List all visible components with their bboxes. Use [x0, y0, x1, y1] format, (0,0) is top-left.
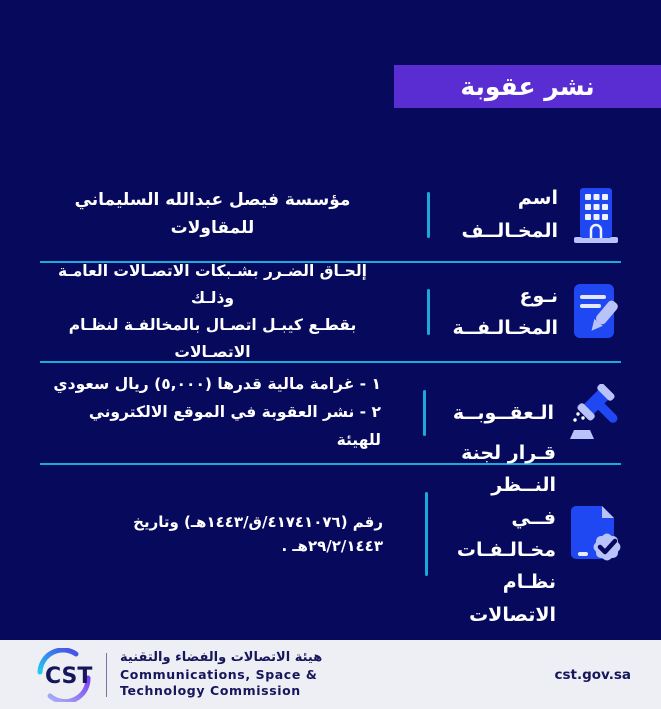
org-name-arabic: هيئة الاتصالات والفضاء والتقنية: [120, 649, 323, 665]
content-line: للمقاولات: [170, 217, 255, 238]
row-penalty: [0, 363, 661, 463]
label-accent-bar: [425, 492, 428, 576]
penalty-banner: [394, 65, 661, 108]
content-line: ٢ - نشر العقوبة في الموقع الالكتروني للهيئة: [88, 403, 381, 449]
document-gear-check-icon: [568, 504, 622, 564]
building-icon: [570, 186, 622, 244]
row-label: [436, 437, 556, 631]
gavel-icon: [566, 384, 622, 442]
label-line: قـرار لجنة النــظر: [461, 442, 556, 497]
cst-logo: [36, 648, 94, 702]
footer: [0, 640, 661, 709]
document-pencil-icon: [570, 282, 622, 342]
label-accent-bar: [427, 289, 430, 335]
row-label: اسم المخـالــف: [461, 187, 558, 242]
content-line: بقطـع كيبـل اتصـال بالمخالفـة لنظـام الاتصـالات: [68, 316, 357, 362]
penalty-details: [0, 168, 661, 626]
banner-title: نشر عقوبة: [460, 72, 595, 101]
content-line: مؤسسة فيصل عبدالله السليماني: [74, 190, 351, 211]
svg-text:CST: CST: [45, 663, 93, 689]
label-accent-bar: [427, 192, 430, 238]
decision-number-text: [40, 510, 383, 558]
content-line: إلحـاق الضـرر بشـبكات الاتصـالات العامـة وذلـك: [58, 261, 367, 307]
violator-name-text: [40, 187, 385, 241]
label-line: نظـام الاتصالات: [469, 571, 556, 626]
website-link[interactable]: cst.gov.sa: [554, 666, 631, 683]
violation-type-text: [40, 258, 385, 367]
row-label: الـعقــوبــة: [452, 401, 554, 424]
logo-divider: [106, 653, 107, 697]
organization-name: [120, 650, 322, 699]
content-line: رقم (٤١٧٤١٠٧٦/ق/١٤٤٣هـ) وتاريخ ٢٩/٢/١٤٤٣هـ .: [133, 513, 383, 555]
label-line: فــي مخـالـفـات: [456, 506, 556, 561]
org-name-english-line1: Communications, Space &: [120, 666, 318, 682]
row-violation-type: [0, 263, 661, 361]
row-violator-name: [0, 168, 661, 261]
content-line: ١ - غرامة مالية قدرها (٥,٠٠٠) ريال سعودي: [53, 375, 381, 394]
row-label: نـوع المخـالـفــة: [452, 284, 558, 339]
penalty-text: [40, 371, 381, 455]
row-committee-decision: [0, 442, 661, 626]
label-accent-bar: [423, 390, 426, 436]
org-name-english-line2: Technology Commission: [120, 682, 301, 698]
